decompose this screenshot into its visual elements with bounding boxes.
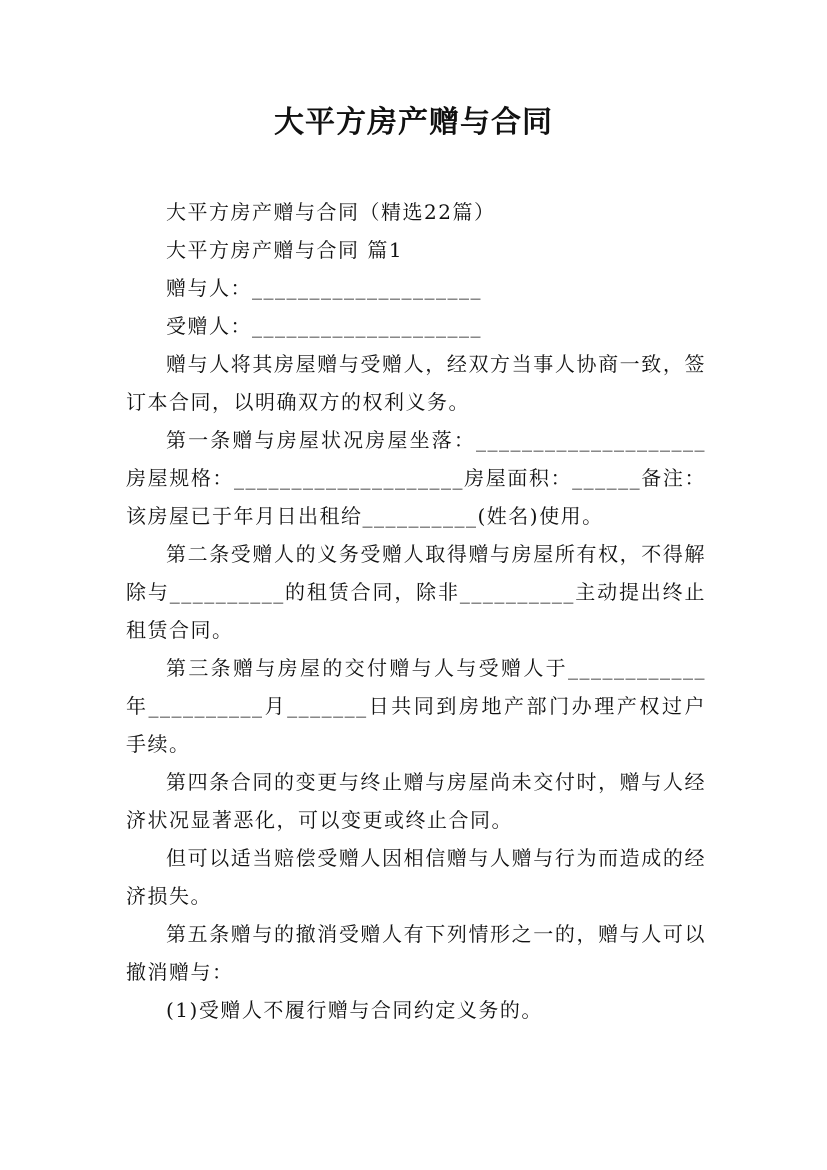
paragraph-article-5: 第五条赠与的撤消受赠人有下列情形之一的，赠与人可以撤消赠与： [126,922,706,984]
paragraph-donee: 受赠人：____________________ [166,314,482,338]
paragraph-item-1: (1)受赠人不履行赠与合同约定义务的。 [166,998,543,1022]
document-title: 大平方房产赠与合同 [274,105,553,140]
paragraph-compensation: 但可以适当赔偿受赠人因相信赠与人赠与行为而造成的经济损失。 [126,846,706,908]
paragraph-article-2: 第二条受赠人的义务受赠人取得赠与房屋所有权，不得解除与__________的租赁合同，除非__________主动提出终止租赁合同。 [126,542,706,642]
paragraph-article-3: 第三条赠与房屋的交付赠与人与受赠人于____________年__________月_______日共同到房地产部门办理产权过户手续。 [126,656,706,756]
paragraph-article-4: 第四条合同的变更与终止赠与房屋尚未交付时，赠与人经济状况显著恶化，可以变更或终止合同。 [126,770,706,832]
paragraph-section-heading: 大平方房产赠与合同 篇1 [166,238,404,262]
paragraph-donor: 赠与人：____________________ [166,276,482,300]
paragraph-subtitle: 大平方房产赠与合同（精选22篇） [166,200,496,224]
paragraph-article-1: 第一条赠与房屋状况房屋坐落：____________________房屋规格：____________________房屋面积：______备注：该房屋已于年月日出租给__________(姓名)使用。 [126,428,706,528]
document-body [126,193,706,1029]
paragraph-intro: 赠与人将其房屋赠与受赠人，经双方当事人协商一致，签订本合同，以明确双方的权利义务。 [126,352,706,414]
